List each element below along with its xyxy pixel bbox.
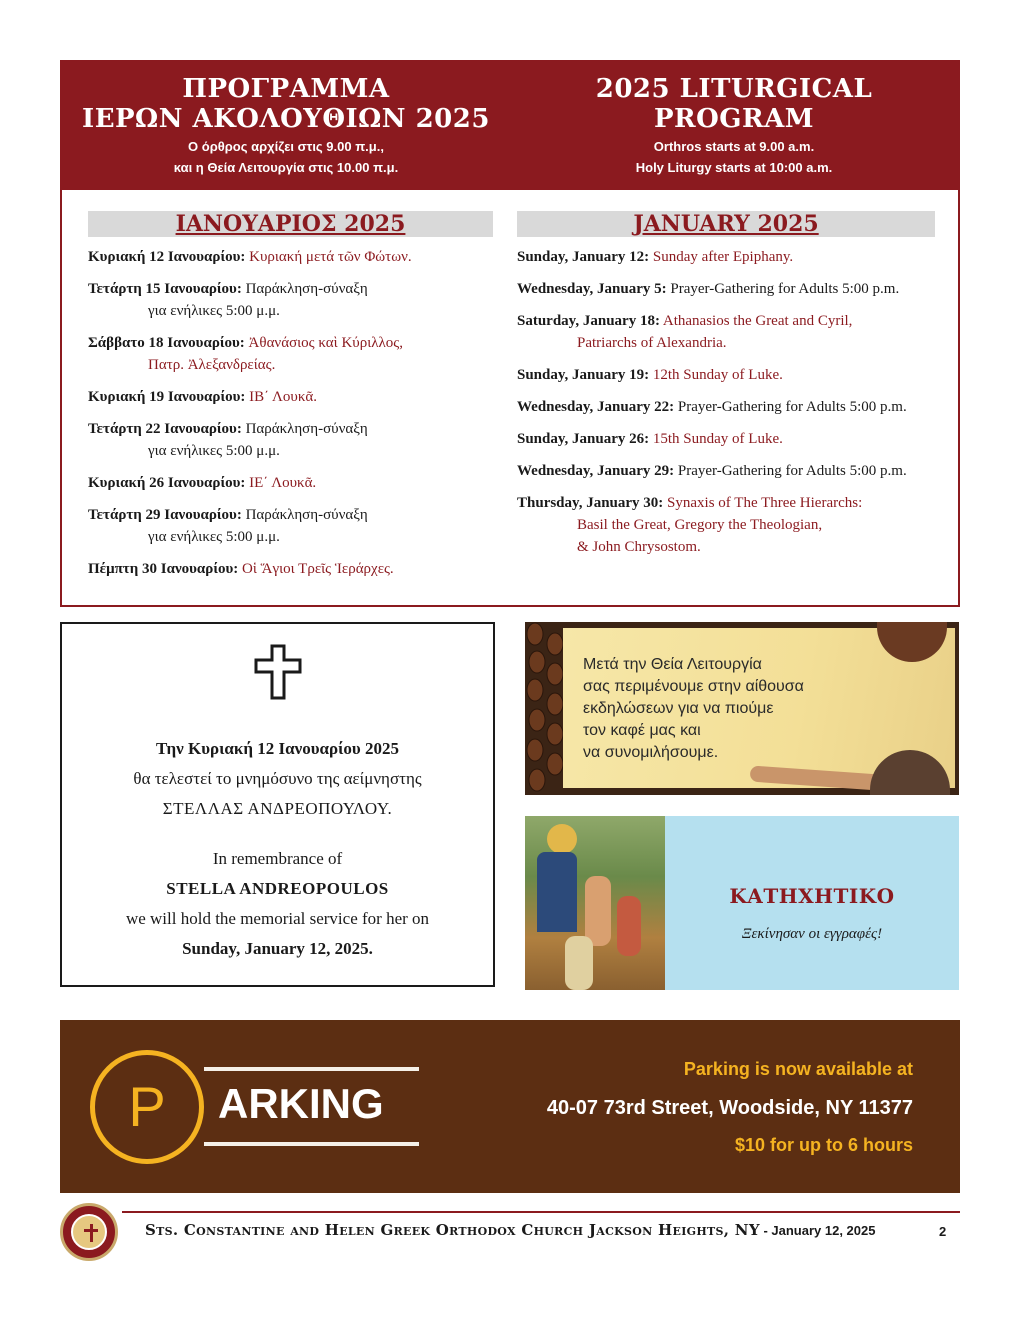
liturgical-program (60, 60, 960, 607)
entry-continuation: Patriarchs of Alexandria. (577, 335, 727, 351)
entry-day: Sunday, January 12: (517, 249, 650, 265)
greek-month-title: ΙΑΝΟΥΑΡΙΟΣ 2025 (175, 211, 406, 237)
greek-month-bar (88, 211, 493, 237)
list-item (88, 246, 498, 268)
entry-day: Τετάρτη 15 Ιανουαρίου: (88, 281, 242, 297)
entry-day: Κυριακή 19 Ιανουαρίου: (88, 389, 246, 405)
parking-price: $10 for up to 6 hours (734, 1135, 913, 1155)
entry-text: Athanasios the Great and Cyril, (659, 313, 853, 329)
entry-day: Κυριακή 26 Ιανουαρίου: (88, 475, 246, 491)
english-schedule (517, 246, 942, 568)
greek-schedule (88, 246, 498, 590)
coffee-line4: τον καφέ μας και (583, 722, 701, 739)
memorial-greek-line2: θα τελεστεί το μνημόσυνο της αείμνηστης (133, 769, 422, 788)
list-item (88, 278, 498, 322)
parking-letter: P (128, 1075, 166, 1138)
memorial-greek-line1: Την Κυριακή 12 Ιανουαρίου 2025 (156, 739, 399, 758)
entry-day: Πέμπτη 30 Ιανουαρίου: (88, 561, 239, 577)
church-name: Sts. Constantine and Helen Greek Orthodox Church Jackson Heights, NY (145, 1221, 760, 1239)
list-item (517, 246, 942, 268)
english-month-bar (517, 211, 935, 237)
catechism-banner (525, 816, 959, 990)
list-item (517, 396, 942, 418)
entry-text: ΙΕ΄ Λουκᾶ. (245, 475, 317, 491)
list-item (517, 364, 942, 386)
entry-text: Prayer-Gathering for Adults 5:00 p.m. (674, 399, 907, 415)
catechism-subtitle: Ξεκίνησαν οι εγγραφές! (741, 926, 883, 942)
entry-text: Prayer-Gathering for Adults 5:00 p.m. (666, 281, 900, 297)
coffee-beans-icon (525, 622, 567, 795)
entry-text: Κυριακή μετά τῶν Φώτων. (245, 249, 412, 265)
list-item (517, 428, 942, 450)
entry-text: Synaxis of The Three Hierarchs: (663, 495, 863, 511)
footer-date: - January 12, 2025 (759, 1223, 876, 1238)
list-item (517, 460, 942, 482)
english-sub-line1: Orthros starts at 9.00 a.m. (653, 139, 815, 154)
greek-title-line1: ΠΡΟΓΡΑΜΜΑ (182, 74, 390, 104)
memorial-notice (60, 622, 495, 987)
entry-continuation: Πατρ. Ἀλεξανδρείας. (148, 357, 276, 373)
entry-day: Wednesday, January 29: (517, 463, 675, 479)
entry-day: Τετάρτη 22 Ιανουαρίου: (88, 421, 242, 437)
entry-text: Παράκληση-σύναξη (241, 421, 368, 437)
entry-continuation: για ενήλικες 5:00 μ.μ. (148, 443, 280, 459)
list-item (88, 418, 498, 462)
english-title-line2: PROGRAM (653, 104, 815, 134)
parking-address: 40-07 73rd Street, Woodside, NY 11377 (546, 1097, 913, 1119)
greek-sub-line1: Ο όρθρος αρχίζει στις 9.00 π.μ., (188, 139, 384, 154)
parking-icon (90, 1050, 204, 1164)
parking-word: ARKING (218, 1080, 384, 1127)
english-sub-line2: Holy Liturgy starts at 10:00 a.m. (635, 160, 833, 175)
list-item (88, 472, 498, 494)
memorial-text (62, 734, 493, 964)
entry-text: Παράκληση-σύναξη (241, 281, 368, 297)
divider (204, 1142, 419, 1146)
catechism-title: ΚΑΤΗΧΗΤΙΚΟ (729, 884, 895, 908)
memorial-english-date: Sunday, January 12, 2025. (182, 939, 373, 958)
program-header (62, 62, 958, 190)
entry-day: Thursday, January 30: (517, 495, 664, 511)
entry-day: Saturday, January 18: (517, 313, 660, 329)
list-item (517, 278, 942, 300)
list-item (517, 492, 942, 558)
entry-text: 12th Sunday of Luke. (649, 367, 783, 383)
coffee-hour-banner (525, 622, 959, 795)
list-item (88, 332, 498, 376)
entry-day: Wednesday, January 5: (517, 281, 667, 297)
entry-text: Παράκληση-σύναξη (241, 507, 368, 523)
coffee-line1: Μετά την Θεία Λειτουργία (583, 656, 762, 673)
entry-day: Wednesday, January 22: (517, 399, 675, 415)
entry-continuation: για ενήλικες 5:00 μ.μ. (148, 303, 280, 319)
entry-day: Sunday, January 19: (517, 367, 650, 383)
entry-continuation: για ενήλικες 5:00 μ.μ. (148, 529, 280, 545)
greek-title-line2: ΙΕΡΩΝ ΑΚΟΛΟΥΘΙΩΝ 2025 (82, 104, 490, 134)
coffee-line5: να συνομιλήσουμε. (583, 744, 719, 761)
parking-line1: Parking is now available at (683, 1059, 913, 1079)
coffee-line3: εκδηλώσεων για να πιούμε (583, 700, 774, 717)
entry-text: 15th Sunday of Luke. (649, 431, 783, 447)
entry-day: Sunday, January 26: (517, 431, 650, 447)
parking-banner (60, 1020, 960, 1193)
list-item (88, 558, 498, 580)
greek-header (62, 62, 510, 190)
list-item (88, 504, 498, 548)
memorial-english-line3: we will hold the memorial service for her on (125, 909, 430, 928)
coffee-line2: σας περιμένουμε στην αίθουσα (583, 678, 804, 695)
english-title-line1: 2025 LITURGICAL (595, 74, 873, 104)
coffee-invitation-text (583, 654, 804, 764)
entry-text: Ἀθανάσιος καὶ Κύριλλος, (244, 335, 403, 351)
christ-with-children-icon (525, 816, 665, 990)
english-header (510, 62, 958, 190)
entry-continuation: Basil the Great, Gregory the Theologian, (577, 517, 823, 533)
divider (122, 1211, 960, 1213)
list-item (88, 386, 498, 408)
list-item (517, 310, 942, 354)
cross-icon (254, 644, 302, 700)
parking-info (547, 1056, 913, 1158)
page-number: 2 (939, 1224, 947, 1239)
memorial-greek-name: ΣΤΕΛΛΑΣ ΑΝΔΡΕΟΠΟΥΛΟΥ. (162, 799, 393, 818)
memorial-english-line1: In remembrance of (212, 849, 343, 868)
entry-text: ΙΒ΄ Λουκᾶ. (245, 389, 318, 405)
memorial-english-name: STELLA ANDREOPOULOS (166, 879, 389, 898)
entry-day: Σάββατο 18 Ιανουαρίου: (88, 335, 245, 351)
greek-sub-line2: και η Θεία Λειτουργία στις 10.00 π.μ. (173, 160, 399, 175)
english-month-title: JANUARY 2025 (633, 211, 819, 237)
entry-text: Prayer-Gathering for Adults 5:00 p.m. (674, 463, 907, 479)
divider (204, 1067, 419, 1071)
church-seal-icon (60, 1203, 118, 1261)
footer-church-name (145, 1221, 875, 1239)
entry-continuation: & John Chrysostom. (577, 539, 701, 555)
entry-text: Οἱ Ἅγιοι Τρεῖς Ἱεράρχες. (238, 561, 394, 577)
entry-day: Κυριακή 12 Ιανουαρίου: (88, 249, 246, 265)
entry-day: Τετάρτη 29 Ιανουαρίου: (88, 507, 242, 523)
entry-text: Sunday after Epiphany. (649, 249, 794, 265)
